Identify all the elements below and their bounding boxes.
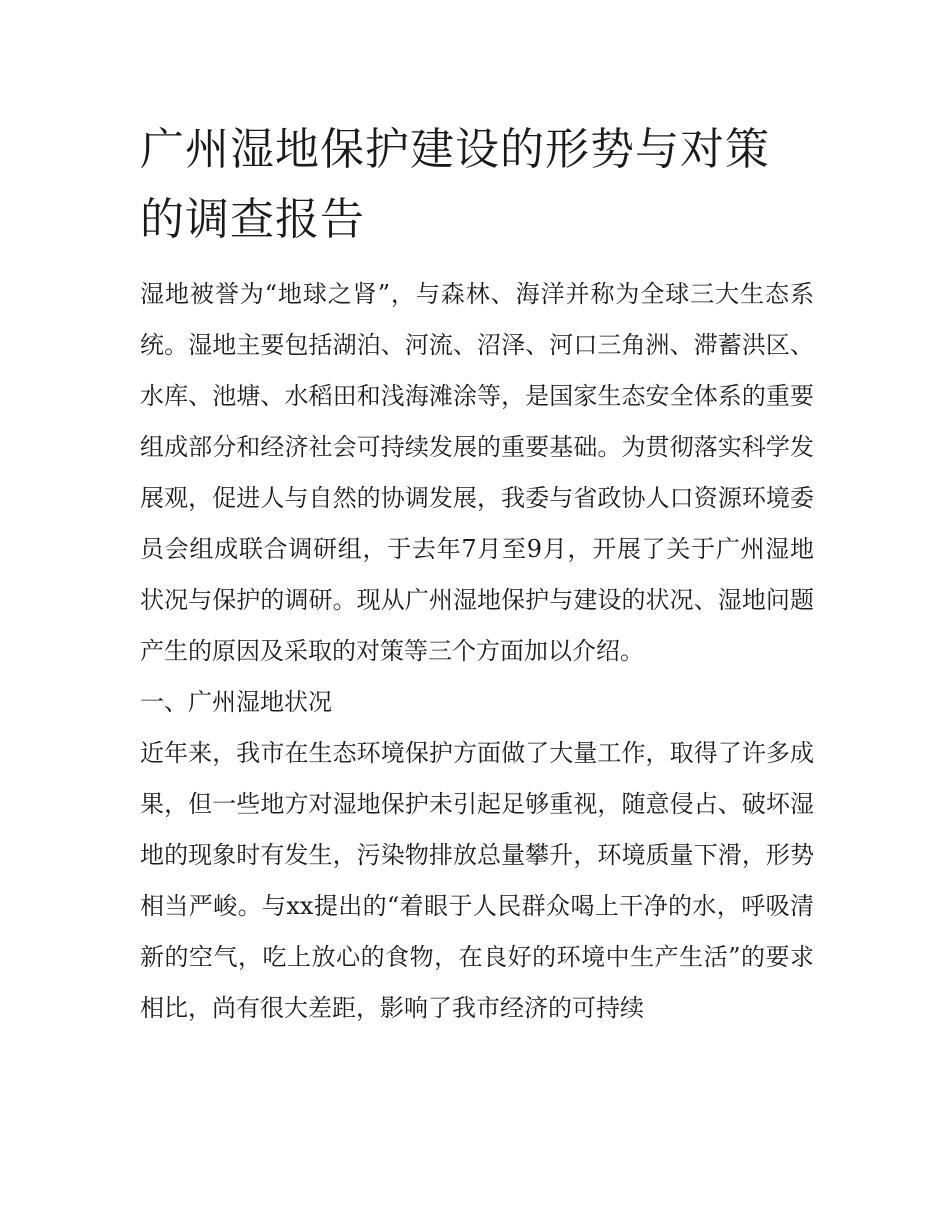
document-content [140,115,814,1034]
section-body-paragraph: 近年来，我市在生态环境保护方面做了大量工作，取得了许多成果，但一些地方对湿地保护未引起足够重视，随意侵占、破坏湿地的现象时有发生，污染物排放总量攀升，环境质量下滑，形势相当严峻。与xx提出的“着眼于人民群众喝上干净的水，呼吸清新的空气，吃上放心的食物，在良好的环境中生产生活”的要求相比，尚有很大差距，影响了我市经济的可持续 [140,739,814,1022]
document-title: 广州湿地保护建设的形势与对策的调查报告 [140,124,770,245]
section-heading: 一、广州湿地状况 [140,688,332,716]
intro-paragraph: 湿地被誉为“地球之肾”，与森林、海洋并称为全球三大生态系统。湿地主要包括湖泊、河流、沼泽、河口三角洲、滞蓄洪区、水库、池塘、水稻田和浅海滩涂等，是国家生态安全体系的重要组成部分和经济社会可持续发展的重要基础。为贯彻落实科学发展观，促进人与自然的协调发展，我委与省政协人口资源环境委员会组成联合调研组，于去年7月至9月，开展了关于广州湿地状况与保护的调研。现从广州湿地保护与建设的状况、湿地问题产生的原因及采取的对策等三个方面加以介绍。 [140,280,814,665]
